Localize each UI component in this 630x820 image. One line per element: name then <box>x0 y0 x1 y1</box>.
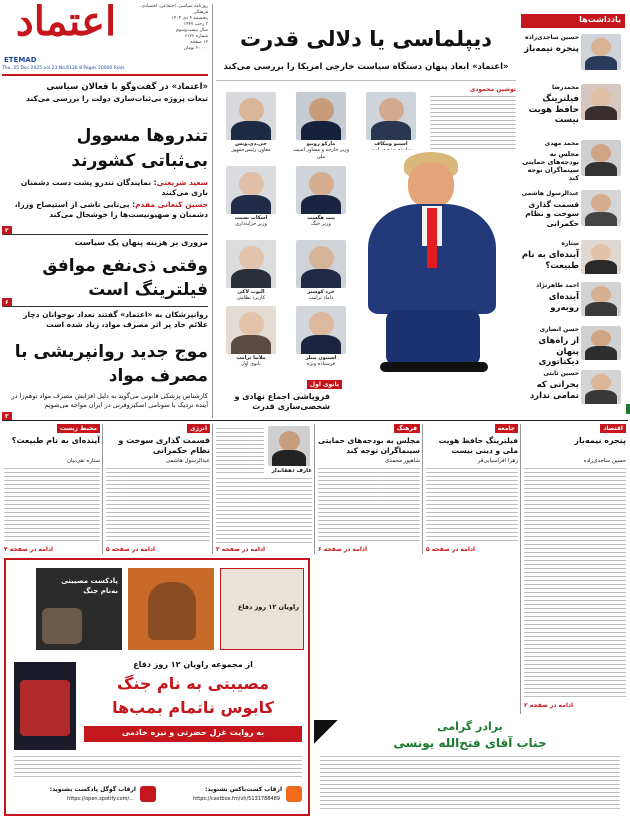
official-photo-rubio <box>296 92 346 140</box>
column-environment[interactable] <box>4 424 100 554</box>
item-title: آینده‌ای به نام طبیعت؟ <box>521 250 579 271</box>
face <box>408 162 454 208</box>
column-divider <box>314 424 315 554</box>
official-role: وزیر خزانه‌داری <box>235 221 267 228</box>
column-divider <box>212 4 213 418</box>
page-badge: ۲ <box>2 226 12 235</box>
column-text <box>426 468 518 544</box>
book-cover <box>14 662 76 750</box>
official-photo-lakey <box>226 240 276 288</box>
official-role: فرستاده ویژه <box>307 361 335 368</box>
face <box>591 194 611 212</box>
author-name: حسین ثابتی <box>543 370 579 377</box>
info-line: پنجشنبه ۴ دی ۱۴۰۴ <box>171 16 208 21</box>
section-tag: محیط زیست <box>57 424 100 433</box>
section-tag: انرژی <box>187 424 210 433</box>
column-text <box>4 468 100 544</box>
face <box>279 431 300 451</box>
official-role: کاربرد نظامی <box>236 295 266 302</box>
sidebar-item[interactable] <box>521 370 625 416</box>
ad-link-castbox[interactable] <box>160 784 302 810</box>
inset-tag: بانوی اول <box>307 380 342 389</box>
main-subhead: «اعتماد» ابعاد پنهان دستگاه سیاست خارجی امریکا را بررسی می‌کند <box>223 62 509 72</box>
official-photo-miller <box>296 306 346 354</box>
official-photo-kushner <box>296 240 346 288</box>
face <box>239 312 264 336</box>
inset-box[interactable] <box>216 378 346 418</box>
sidebar-item[interactable] <box>521 240 625 280</box>
inset-title: فروپاشی اجماع نهادی و شخصی‌سازی قدرت <box>234 392 330 412</box>
official-caption <box>288 289 354 302</box>
byline-name: نوشین محمودی <box>469 86 516 93</box>
author-name: ستاره <box>561 240 579 247</box>
official-name: ملانیا ترامپ <box>236 355 266 361</box>
column-divider <box>102 424 103 554</box>
page-badge: ۶ <box>2 298 12 307</box>
official-name: مارکو روبیو <box>306 141 336 147</box>
official-photo-melania <box>226 306 276 354</box>
column-title: قسمت گذاری سوخت و نظام حکمرانی <box>118 436 210 456</box>
official-role: وزیر جنگ <box>311 221 331 228</box>
dress <box>585 260 617 274</box>
story-sub: کارشناس پزشکی قانونی می‌گوید به دلیل افزایش مصرف مواد توهم‌زا در آینده نزدیک با سونامی اسکیزوفرنی در ایران مواجه می‌شویم <box>11 392 208 409</box>
item-title: فیلترینگ حافظ هویت نیست <box>528 94 579 126</box>
column-title: پنجره نیمه‌باز <box>574 436 626 445</box>
item-title: قسمت گذاری سوخت و نظام حکمرانی <box>525 200 579 228</box>
official-caption <box>222 289 280 302</box>
author-photo <box>581 84 621 120</box>
official-caption <box>222 355 280 368</box>
official-photo-hegseth <box>296 166 346 214</box>
obituary-text <box>320 756 620 812</box>
podcast-icon <box>140 786 156 802</box>
official-name: استیو ویتکاف <box>374 141 408 147</box>
main-headline[interactable]: دیپلماسی یا دلالی قدرت <box>240 27 492 51</box>
legs <box>386 310 480 366</box>
face <box>591 286 611 303</box>
column-divider <box>422 424 423 554</box>
link-label: ازقاب کست‌باکس بشنوید: <box>204 786 282 793</box>
column-continue[interactable]: ادامه در صفحه ۵ <box>426 546 476 553</box>
story-kicker: «اعتماد» در گفت‌وگو با فعالان سیاسی <box>46 82 208 92</box>
link-url[interactable]: https://castbox.fm/vh/5131788489 <box>193 796 280 802</box>
suit <box>585 212 617 226</box>
dress <box>585 106 617 120</box>
face <box>591 88 611 106</box>
shoes <box>380 362 488 372</box>
section-rule <box>2 420 628 421</box>
ad-title: مصیبتی به نام جنگ <box>116 674 270 693</box>
main-photo-trump <box>350 150 516 376</box>
sidebar-item[interactable] <box>521 34 625 80</box>
suit <box>231 121 271 140</box>
sidebar <box>521 14 625 420</box>
section-tag: اقتصاد <box>600 424 626 433</box>
column-divider <box>520 424 521 714</box>
column-society[interactable] <box>426 424 518 554</box>
official-caption <box>288 141 354 160</box>
date-strip: Thu. 25 Dec 2025 vol.23 No.6126 8 Pages 20000 Rials <box>2 66 125 71</box>
official-name: اسکات بسنت <box>234 215 268 221</box>
author-name: حسن انصاری <box>539 326 579 333</box>
column-culture[interactable] <box>318 424 420 554</box>
official-name: الیوت لاکی <box>237 289 265 295</box>
author-photo <box>581 370 621 404</box>
story-headline: موج جدید روانپریشی با مصرف مواد <box>14 342 208 386</box>
book-art <box>20 680 70 736</box>
face <box>591 38 611 56</box>
column-opinion[interactable] <box>216 424 312 554</box>
official-role: معاون رئیس‌جمهور <box>231 147 271 154</box>
poster-a-title: پادکست مصیبتی به‌نام جنگ <box>61 577 118 595</box>
column-continue[interactable]: ادامه در صفحه ۳ <box>216 546 266 553</box>
suit <box>585 346 617 360</box>
suit <box>301 269 341 288</box>
official-role: وزیر خارجه و مشاور امنیت ملی <box>292 147 350 160</box>
column-author: شاهپور محمدی <box>385 458 420 464</box>
author-photo <box>581 326 621 360</box>
author-name: محمد مهدی <box>544 140 579 147</box>
item-title: آینده‌ای روبه‌رو <box>548 292 579 313</box>
column-text <box>216 478 312 544</box>
suit <box>301 195 341 214</box>
info-line: ۲۰۰۰۰ تومان <box>183 46 208 51</box>
column-text <box>106 468 210 544</box>
masthead-info <box>128 4 208 52</box>
official-name: پیت هگست <box>307 215 335 221</box>
face <box>309 246 334 270</box>
item-title: از راه‌های پنهان دیکتاتوری <box>538 336 579 368</box>
column-continue[interactable]: ادامه در صفحه ۶ <box>318 546 368 553</box>
margin-strip <box>626 404 630 414</box>
story-quote-1 <box>4 178 208 198</box>
logo-text: اعتماد <box>15 0 117 45</box>
ad-credit-bar <box>84 726 302 742</box>
author-photo <box>581 190 621 226</box>
ad-series: از مجموعه راویان ۱۲ روز دفاع <box>133 660 253 669</box>
poster-c <box>220 568 304 650</box>
suit <box>231 269 271 288</box>
poster-b <box>128 568 214 650</box>
story-headline: تندروها مسوول بی‌ثباتی کشورند <box>71 126 208 171</box>
column-energy[interactable] <box>106 424 210 554</box>
divider <box>4 306 208 307</box>
face <box>239 246 264 270</box>
official-name: جی.دی.ونس <box>235 141 267 147</box>
face <box>591 330 611 347</box>
column-text <box>524 468 626 700</box>
story-kicker: روانپزشکان به «اعتماد» گفتند تعداد نوجوانان دچار علائم حاد پر اثر مصرف مواد، زیاد شده است <box>23 310 208 329</box>
column-economy[interactable] <box>524 424 626 714</box>
item-title: پنجره نیمه‌باز <box>524 44 579 54</box>
column-continue[interactable]: ادامه در صفحه ۵ <box>106 546 156 553</box>
info-line: سال بیست‌وسوم <box>176 28 208 33</box>
suit <box>585 56 617 70</box>
column-title: آینده‌ای به نام طبیعت؟ <box>11 436 100 445</box>
quote-text: : نمایندگان تندرو پشت دست دشمنان بازی می‌کنند <box>20 178 208 197</box>
column-text <box>216 428 264 476</box>
poster-a <box>36 568 122 650</box>
column-title: فیلترینگ حافظ هویت ملی و دینی نیست <box>438 436 518 455</box>
face <box>379 98 404 122</box>
column-text <box>318 468 420 544</box>
logo-latin: ETEMAD <box>4 56 37 64</box>
column-continue[interactable]: ادامه در صفحه ۲ <box>524 702 574 709</box>
ad-body-text <box>14 756 302 780</box>
sidebar-header <box>521 14 625 28</box>
main-byline <box>430 86 516 93</box>
column-author: ستاره نقی‌بیان <box>66 458 100 464</box>
suit <box>371 121 411 140</box>
official-name: استیون بیتلر <box>305 355 337 361</box>
podcast-ad[interactable] <box>4 558 310 816</box>
sidebar-item[interactable] <box>521 84 625 136</box>
info-line: ۳ رجب ۱۴۴۷ <box>183 22 208 27</box>
item-title: مجلس به بودجه‌های حمایتی سینماگران توجه کند <box>522 150 579 183</box>
suit <box>301 335 341 354</box>
author-photo <box>581 282 621 316</box>
official-role: بانوی اول <box>241 361 261 368</box>
info-line: ۱۲ صفحه <box>190 40 208 45</box>
item-title: بحرانی که تمامی ندارد <box>529 380 579 401</box>
official-role: داماد ترامپ <box>308 295 334 302</box>
ad-subtitle: کابوس ناتمام بمب‌ها <box>112 698 274 717</box>
face <box>239 98 264 122</box>
suit <box>272 450 306 466</box>
info-line: روزنامه سیاسی، اجتماعی، اقتصادی، فرهنگی <box>140 4 208 15</box>
ad-credit: به روایت غزل حضرتی و نیره خادمی <box>121 728 265 737</box>
author-name: عبدالرسول هاشمی <box>521 190 579 197</box>
official-caption <box>288 215 354 228</box>
story-quote-2 <box>4 200 208 220</box>
author-photo <box>268 426 310 466</box>
sidebar-item[interactable] <box>521 282 625 326</box>
column-author: حسین ساجدی‌زاده <box>583 458 626 464</box>
suit <box>585 162 617 176</box>
column-author: عارف دهقاندار <box>271 468 312 474</box>
official-caption <box>222 141 280 154</box>
sidebar-title: یادداشت‌ها <box>579 15 621 24</box>
link-url[interactable]: https://open.spotify.com/... <box>67 796 134 802</box>
ad-link-podcast[interactable] <box>14 784 156 810</box>
author-name: حسین ساجدی‌زاده <box>525 34 579 41</box>
column-divider <box>212 424 213 554</box>
face <box>591 244 611 261</box>
masthead <box>2 0 208 68</box>
poster-c-title: راویان ۱۲ روز دفاع <box>237 603 299 611</box>
face <box>239 172 264 196</box>
face <box>591 144 611 162</box>
author-photo <box>581 140 621 176</box>
story-sub: تبعات پروژه بی‌ثبات‌سازی دولت را بررسی می‌کند <box>26 94 208 103</box>
official-photo-witkoff <box>366 92 416 140</box>
obituary <box>314 720 626 816</box>
author-photo <box>581 240 621 274</box>
tie <box>427 208 437 268</box>
section-tag: فرهنگ <box>394 424 420 433</box>
official-photo-vance <box>226 92 276 140</box>
suit <box>585 302 617 316</box>
sidebar-item[interactable] <box>521 140 625 186</box>
author-name: احمد طاهرنژاد <box>536 282 579 289</box>
obituary-name: جناب آقای فتح‌الله یونسی <box>393 736 547 750</box>
poster-b-figure <box>148 582 196 640</box>
face <box>591 374 611 391</box>
quote-name: حسین کنعانی مقدم <box>135 200 208 209</box>
castbox-icon <box>286 786 302 802</box>
story-headline: وقتی ذی‌نفع موافق فیلترینگ است <box>42 256 208 300</box>
official-caption <box>222 215 280 228</box>
sidebar-item[interactable] <box>521 190 625 236</box>
page-badge: ۳ <box>2 412 12 421</box>
suit <box>231 195 271 214</box>
poster-a-figure <box>42 608 82 644</box>
column-title: مجلس به بودجه‌های حمایتی سینماگران توجه کند <box>318 436 420 455</box>
masthead-rule <box>2 74 208 76</box>
quote-text: : بی‌تابی ناشی از استیضاح وزرا، دشمنان و صهیونیست‌ها را خوشحال می‌کند <box>14 200 208 219</box>
link-label: ازقاب گوگل پادکست بشنوید: <box>49 786 136 793</box>
author-name: محمدرضا <box>551 84 579 91</box>
section-tag: جامعه <box>495 424 518 433</box>
divider <box>4 234 208 235</box>
official-photo-bessent <box>226 166 276 214</box>
suit <box>301 121 341 140</box>
info-line: شماره ۶۱۲۶ <box>184 34 208 39</box>
official-caption <box>288 355 354 368</box>
author-photo <box>581 34 621 70</box>
face <box>309 312 334 336</box>
story-kicker: مروری بر هزینه پنهان یک سیاست <box>74 238 208 247</box>
suit <box>585 390 617 404</box>
dress <box>231 335 271 354</box>
sidebar-item[interactable] <box>521 326 625 370</box>
official-name: جرد کوشنر <box>307 289 335 295</box>
quote-name: سعید شریعتی <box>156 178 208 187</box>
divider <box>216 80 516 81</box>
face <box>309 172 334 196</box>
face <box>309 98 334 122</box>
column-continue[interactable]: ادامه در صفحه ۴ <box>4 546 54 553</box>
obituary-title: برادر گرامی <box>437 720 503 733</box>
column-author: عبدالرسول هاشمی <box>165 458 210 464</box>
column-author: زهرا افراسیابی‌فر <box>477 458 518 464</box>
